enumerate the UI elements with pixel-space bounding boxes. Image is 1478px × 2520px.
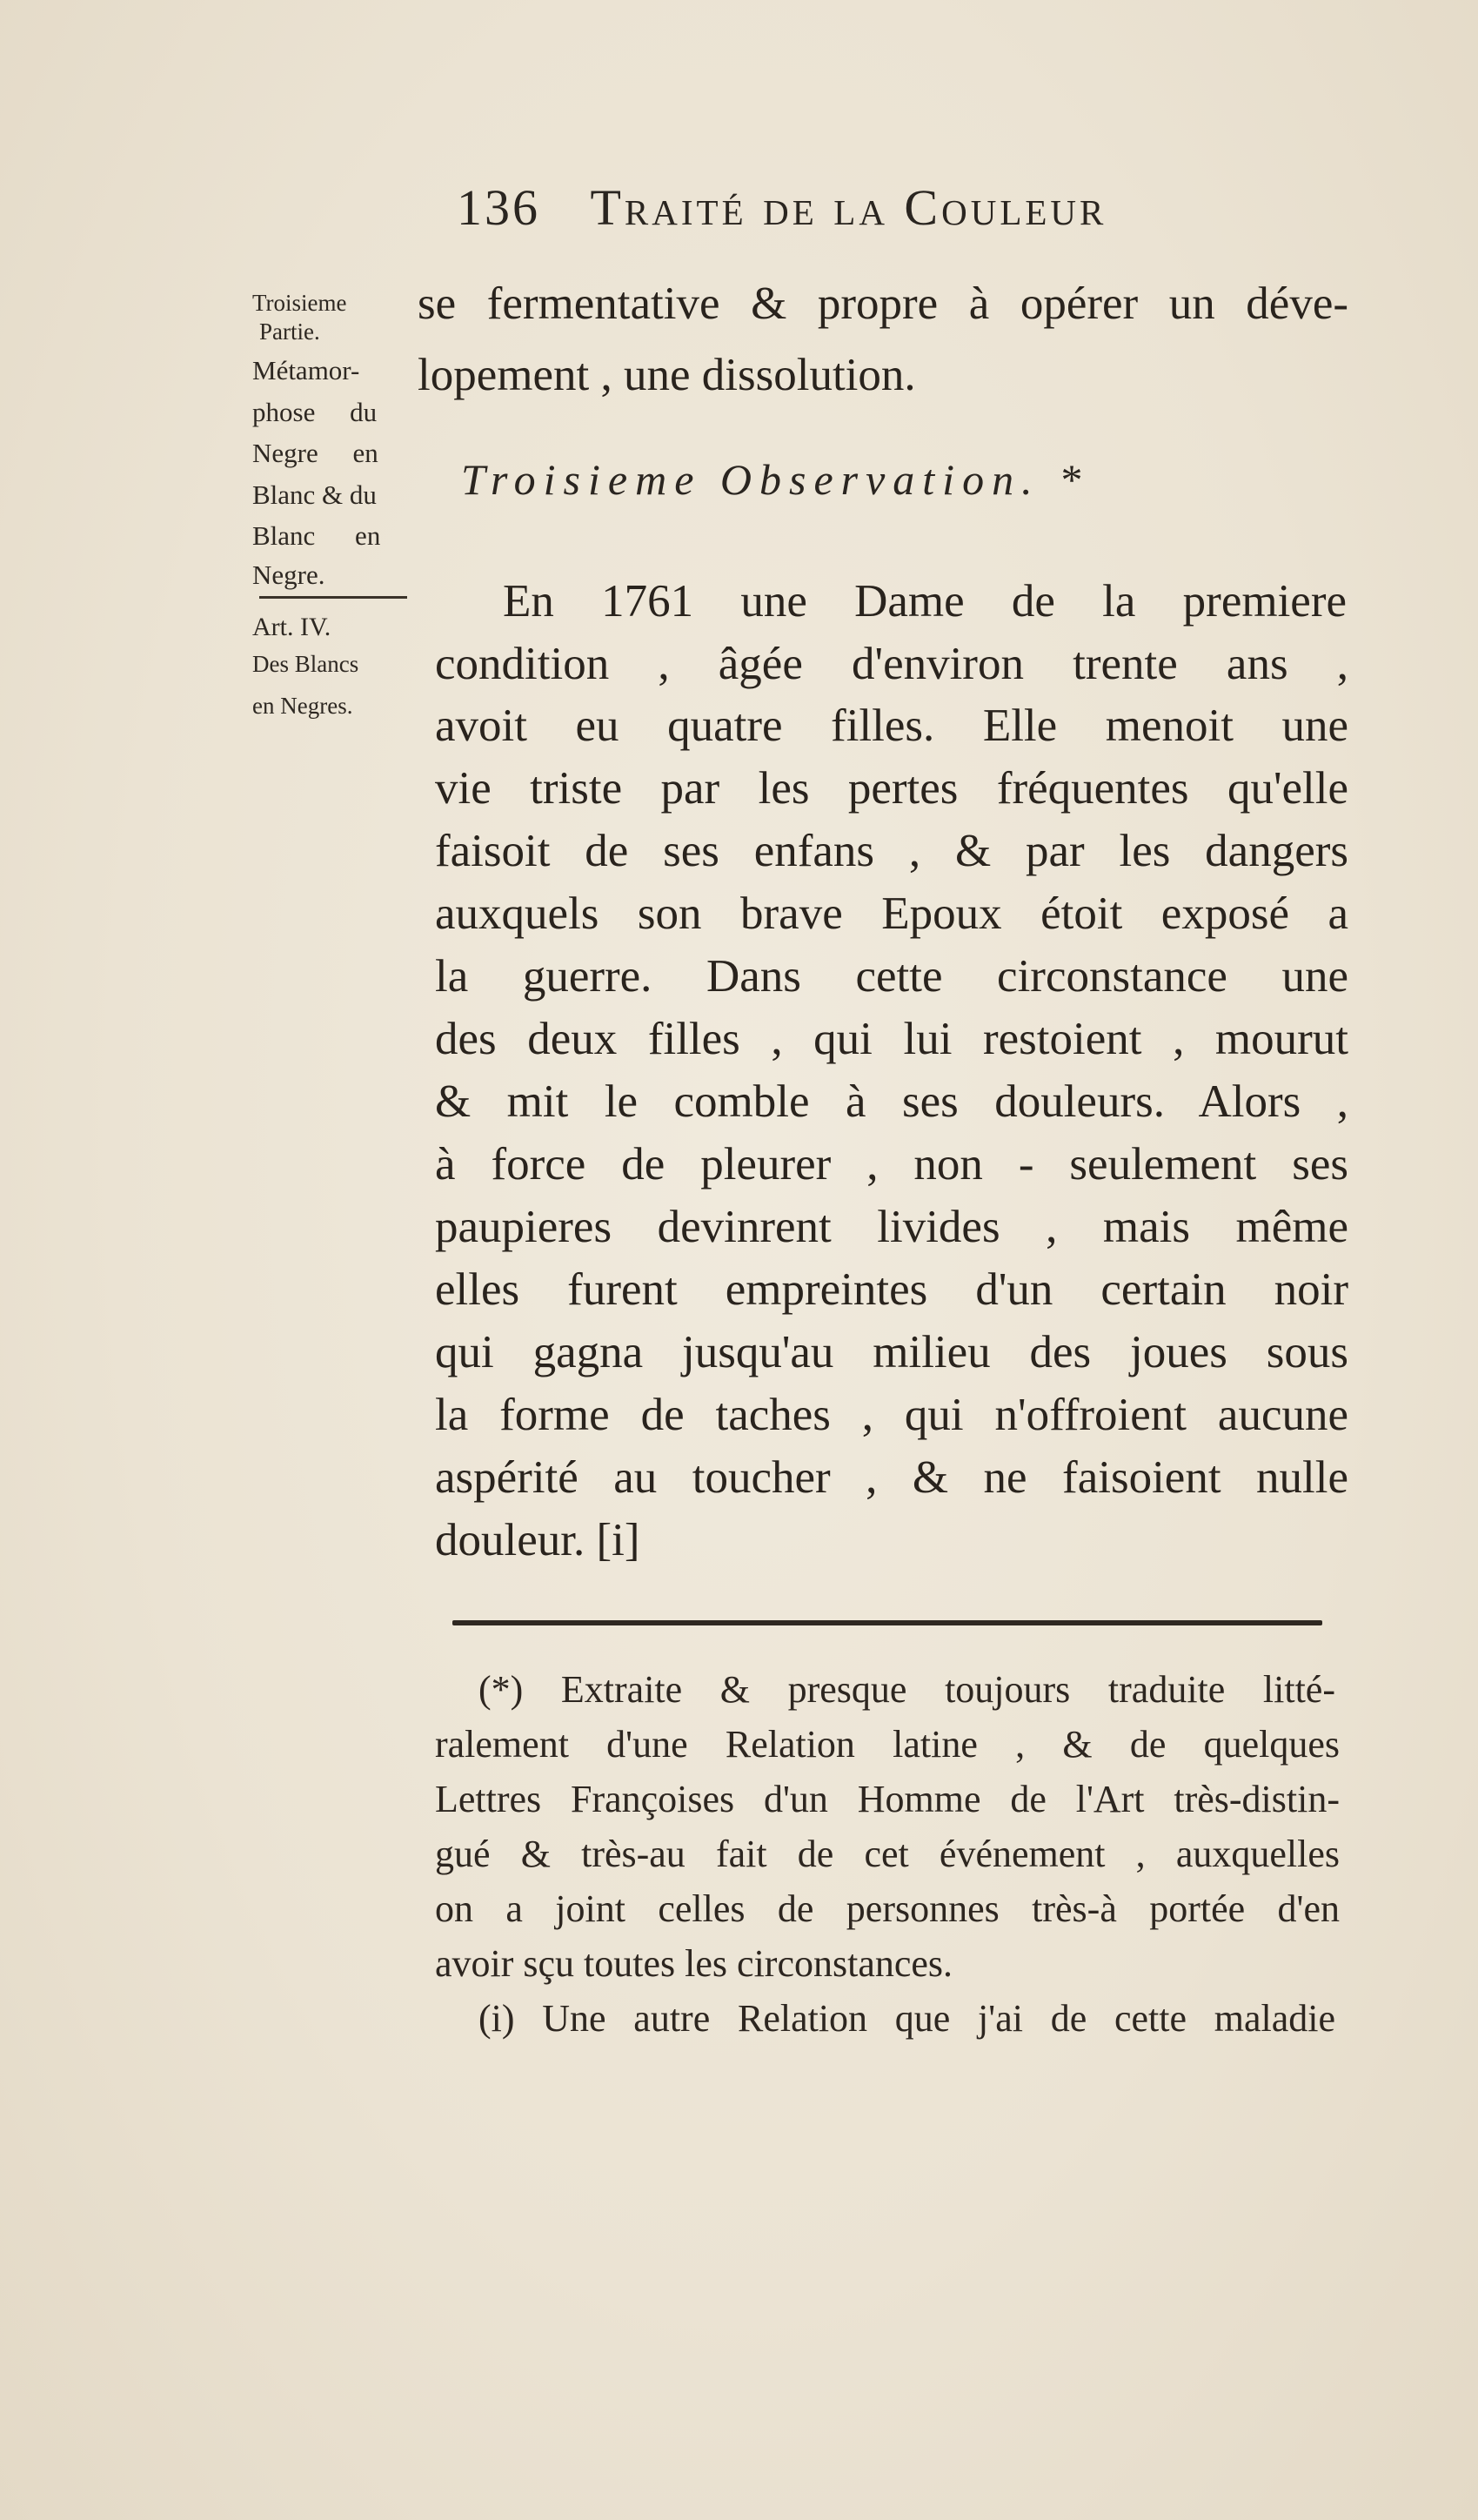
margin-subject-1: Métamor-: [252, 355, 360, 385]
footnote-line-1: (*) Extraite & presque toujours traduite litté-: [478, 1668, 1335, 1711]
margin-divider: [259, 596, 407, 599]
footnote-line-2: ralement d'une Relation latine , & de quelques: [435, 1723, 1340, 1766]
margin-subject-5: Blanc en: [252, 520, 381, 551]
margin-article-1: Art. IV.: [252, 613, 331, 641]
paragraph-line-16: douleur. [i]: [435, 1515, 640, 1565]
margin-subject-4: Blanc & du: [252, 479, 377, 510]
margin-article-2: Des Blancs: [252, 651, 359, 677]
paragraph-line-11: paupieres devinrent livides , mais même: [435, 1202, 1348, 1252]
footnote-line-7: (i) Une autre Relation que j'ai de cette maladie: [478, 1997, 1335, 2040]
observation-heading: [461, 454, 1088, 505]
paragraph-line-13: qui gagna jusqu'au milieu des joues sous: [435, 1327, 1348, 1377]
paragraph-line-4: vie triste par les pertes fréquentes qu'elle: [435, 763, 1348, 814]
paragraph-line-6: auxquels son brave Epoux étoit exposé a: [435, 888, 1348, 939]
paragraph-line-10: à force de pleurer , non - seulement ses: [435, 1139, 1348, 1190]
paragraph-line-2: condition , âgée d'environ trente ans ,: [435, 639, 1348, 689]
footnote-line-5: on a joint celles de personnes très-à portée d'en: [435, 1887, 1340, 1930]
observation-title: Troisieme Observation.: [461, 455, 1040, 504]
paragraph-line-12: elles furent empreintes d'un certain noir: [435, 1264, 1348, 1315]
footnote-line-6: avoir sçu toutes les circonstances.: [435, 1942, 953, 1985]
margin-subject-6: Negre.: [252, 560, 325, 590]
paragraph-line-1: En 1761 une Dame de la premiere: [503, 576, 1347, 627]
paragraph-line-14: la forme de taches , qui n'offroient aucune: [435, 1390, 1348, 1440]
footnote-rule: [452, 1620, 1322, 1625]
paragraph-line-9: & mit le comble à ses douleurs. Alors ,: [435, 1076, 1348, 1127]
paragraph-line-8: des deux filles , qui lui restoient , mourut: [435, 1014, 1348, 1064]
intro-line-1: se fermentative & propre à opérer un déve-: [418, 278, 1348, 329]
footnote-line-4: gué & très-au fait de cet événement , auxquelles: [435, 1833, 1340, 1875]
margin-article-3: en Negres.: [252, 693, 353, 719]
paragraph-line-5: faisoit de ses enfans , & par les dangers: [435, 826, 1348, 876]
margin-subject-3: Negre en: [252, 438, 378, 468]
running-header: [457, 178, 1107, 237]
paragraph-line-7: la guerre. Dans cette circonstance une: [435, 951, 1348, 1002]
margin-part-1: Troisieme: [252, 290, 347, 316]
page-number: 136: [457, 179, 540, 236]
paragraph-line-3: avoit eu quatre filles. Elle menoit une: [435, 700, 1348, 751]
intro-line-2: lopement , une dissolution.: [418, 350, 916, 400]
paragraph-line-15: aspérité au toucher , & ne faisoient nulle: [435, 1452, 1348, 1503]
running-title: Traité de la Couleur: [590, 179, 1107, 236]
margin-subject-2: phose du: [252, 397, 378, 427]
observation-mark: *: [1059, 455, 1089, 504]
margin-part-2: Partie.: [259, 318, 320, 345]
footnote-line-3: Lettres Françoises d'un Homme de l'Art très-distin-: [435, 1778, 1340, 1820]
